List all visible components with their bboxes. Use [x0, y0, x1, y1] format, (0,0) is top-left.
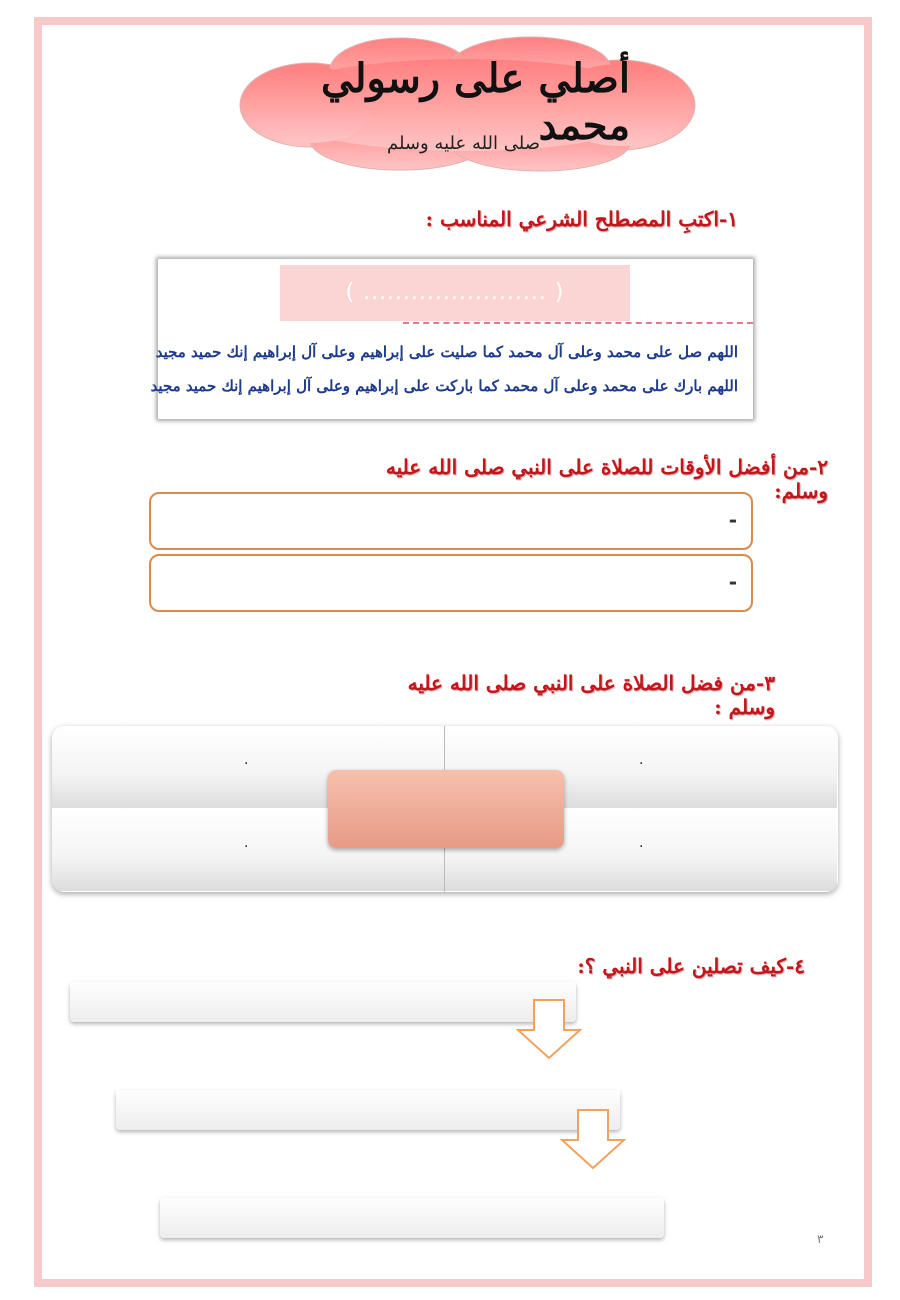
q2-answer-dash: -: [728, 570, 737, 594]
q1-dua-line-1: اللهم صل على محمد وعلى آل محمد كما صليت على إبراهيم وعلى آل إبراهيم إنك حميد مجيد: [155, 343, 738, 361]
page-number: ٣: [817, 1232, 824, 1246]
q3-cell-dot: .: [244, 835, 249, 851]
page-title: أصلي على رسولي محمد: [321, 55, 630, 149]
q2-answer-box-1[interactable]: [149, 492, 753, 550]
q4-step-bar-1[interactable]: [70, 982, 576, 1022]
q4-step-bar-2[interactable]: [116, 1090, 620, 1130]
down-arrow-icon: [560, 1108, 626, 1170]
q4-step-bar-3[interactable]: [160, 1198, 664, 1238]
page-subtitle: صلى الله عليه وسلم: [387, 133, 540, 154]
q3-cell-dot: .: [639, 752, 644, 768]
q3-cell-dot: .: [244, 752, 249, 768]
q1-dua-line-2: اللهم بارك على محمد وعلى آل محمد كما باركت على إبراهيم وعلى آل إبراهيم إنك حميد مجيد: [150, 377, 738, 395]
q2-answer-box-2[interactable]: [149, 554, 753, 612]
q1-heading: ١-اكتبِ المصطلح الشرعي المناسب :: [425, 207, 738, 231]
q3-heading: ٣-من فضل الصلاة على النبي صلى الله عليه وسلم :: [407, 671, 775, 719]
q2-answer-dash: -: [728, 508, 737, 532]
q1-dashed-line: [403, 322, 753, 324]
q1-answer-blank[interactable]: ( ....................... ): [280, 265, 630, 321]
q4-heading: ٤-كيف تصلين على النبي ؟:: [577, 954, 805, 978]
q2-heading: ٢-من أفضل الأوقات للصلاة على النبي صلى الله عليه وسلم:: [385, 455, 828, 503]
down-arrow-icon: [516, 998, 582, 1060]
q3-cell-dot: .: [639, 835, 644, 851]
q3-center-box: [328, 770, 564, 848]
q1-box: [150, 259, 753, 419]
